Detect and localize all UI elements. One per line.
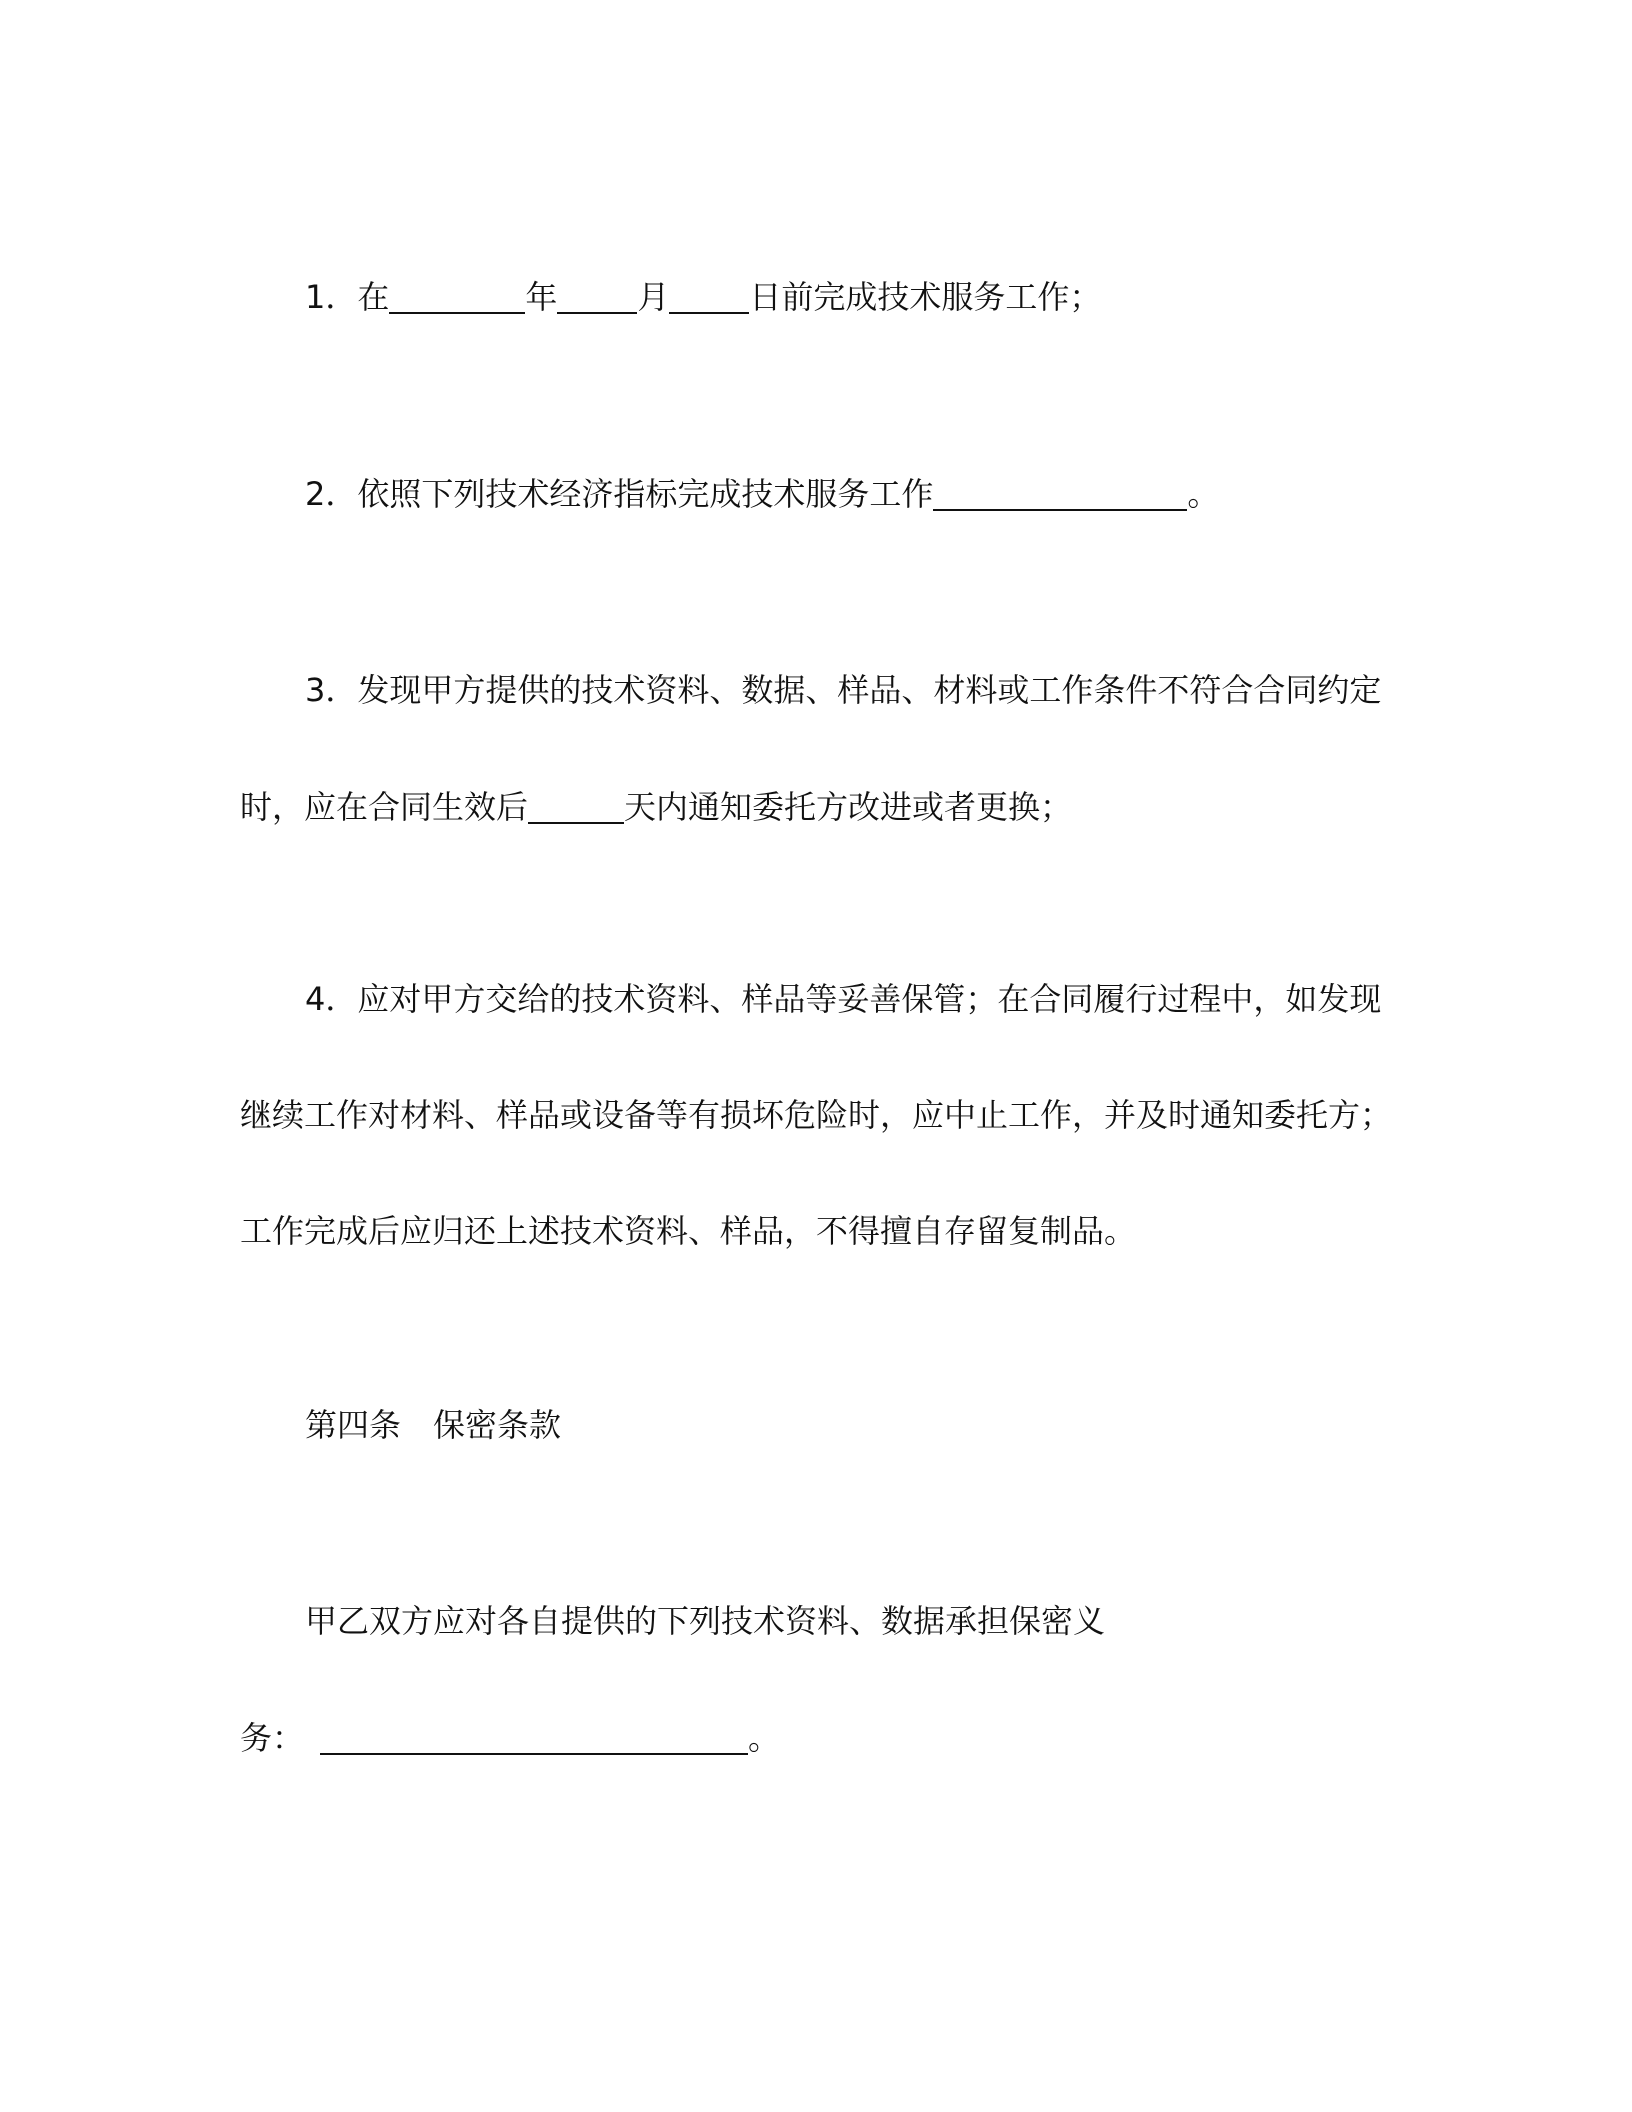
item-3-line-2-prefix: 时，应在合同生效后 [240,788,529,826]
confidential-line-1: 甲乙双方应对各自提供的下列技术资料、数据承担保密义 [305,1602,1106,1640]
item-4-line-2: 继续工作对材料、样品或设备等有损坏危险时，应中止工作，并及时通知委托方； [240,1096,1393,1134]
confidential-line-2-prefix: 务： [240,1719,305,1757]
month-blank [557,282,637,314]
item-1-year-label: 年 [525,278,558,316]
item-4-line-3: 工作完成后应归还上述技术资料、样品，不得擅自存留复制品。 [240,1212,1137,1250]
item-1-month-label: 月 [637,278,670,316]
year-blank [389,282,525,314]
item-4-line-1: 4．应对甲方交给的技术资料、样品等妥善保管；在合同履行过程中，如发现 [305,980,1382,1018]
confidential-line-2 [240,1717,780,1758]
item-3-line-2-suffix: 天内通知委托方改进或者更换； [624,788,1073,826]
item-1-suffix: 日前完成技术服务工作； [749,278,1102,316]
days-blank [528,792,624,824]
item-1-line [305,276,1101,317]
item-1-prefix: 1．在 [305,278,390,316]
day-blank [669,282,749,314]
confidential-line-2-end: 。 [748,1719,781,1757]
confidential-items-blank [320,1723,748,1755]
item-2-end: 。 [1187,475,1220,513]
item-3-line-1: 3．发现甲方提供的技术资料、数据、样品、材料或工作条件不符合合同约定 [305,671,1382,709]
article-4-title: 第四条 保密条款 [305,1406,562,1444]
item-2-line [305,473,1219,514]
item-2-text: 2．依照下列技术经济指标完成技术服务工作 [305,475,934,513]
item-3-line-2 [240,786,1072,827]
indicators-blank [933,479,1187,511]
